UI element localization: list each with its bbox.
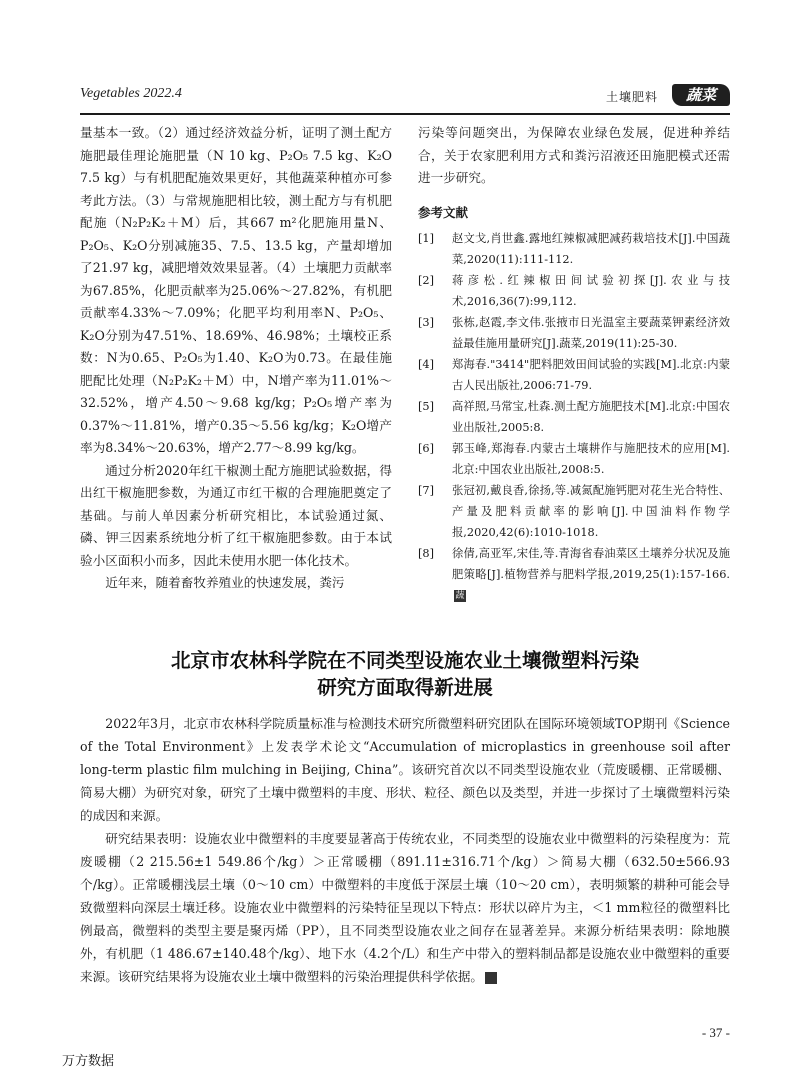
reference-item: [418, 354, 730, 396]
reference-number: [4]: [418, 358, 435, 371]
brand-logo: 蔬菜: [672, 84, 730, 106]
outlook-paragraph: 近年来，随着畜牧养殖业的快速发展，粪污: [105, 575, 345, 590]
reference-item: [418, 543, 730, 606]
outlook-continued: 污染等问题突出，为保障农业绿色发展，促进种养结合，关于农家肥利用方式和粪污沼液还田施肥模式还需进一步研究。: [418, 125, 730, 185]
reference-text: 赵文戈,肖世鑫.露地红辣椒减肥减药栽培技术[J].中国蔬菜,2020(11):111-112.: [452, 232, 730, 266]
left-column: [80, 122, 392, 595]
news-title: [80, 647, 730, 701]
references-heading: 参考文献: [418, 204, 469, 220]
journal-issue: Vegetables 2022.4: [80, 86, 182, 101]
reference-number: [2]: [418, 274, 435, 287]
news-title-line-1: 北京市农林科学院在不同类型设施农业土壤微塑料污染: [170, 649, 639, 672]
reference-text: 蒋彦松.红辣椒田间试验初探[J].农业与技术,2016,36(7):99,112.: [452, 274, 730, 308]
footer-watermark: 万方数据: [62, 1054, 115, 1069]
end-mark-icon: 蔬: [455, 591, 465, 601]
end-mark-icon: 蔬: [485, 972, 497, 984]
news-paragraph-2: [80, 827, 730, 988]
reference-number: [3]: [418, 316, 435, 329]
news-body: [80, 712, 730, 988]
news-paragraph-1: 2022年3月，北京市农林科学院质量标准与检测技术研究所微塑料研究团队在国际环境领域TOP期刊《Science of the Total Environment》上发表学术论文“Accumulation of microplastics in greenhouse soil after long-term plastic film mulching in Beijing, China”。该研究首次以不同类型设施农业（荒废暖棚、正常暖棚、简易大棚）为研究对象，研究了土壤中微塑料的丰度、形状、粒径、颜色以及类型，并进一步探讨了土壤微塑料污染的成因和来源。: [80, 716, 730, 823]
reference-item: [418, 438, 730, 480]
page-header: [80, 84, 730, 112]
reference-text: 张冠初,戴良香,徐扬,等.减氮配施钙肥对花生光合特性、产量及肥料贡献率的影响[J].中国油料作物学报,2020,42(6):1010-1018.: [452, 484, 730, 539]
news-title-line-2: 研究方面取得新进展: [317, 676, 493, 699]
reference-number: [1]: [418, 232, 435, 245]
right-column: [418, 122, 730, 606]
reference-item: [418, 270, 730, 312]
news-paragraph-2-text: 研究结果表明：设施农业中微塑料的丰度要显著高于传统农业，不同类型的设施农业中微塑料的污染程度为：荒废暖棚（2 215.56±1 549.86个/kg）＞正常暖棚（891.11±316.71个/kg）＞简易大棚（632.50±566.93个/kg）。正常暖棚浅层土壤（0～10 cm）中微塑料的丰度低于深层土壤（10～20 cm），表明频繁的耕种可能会导致微塑料向深层土壤迁移。设施农业中微塑料的污染特征呈现以下特点：形状以碎片为主，＜1 mm粒径的微塑料比例最高，微塑料的类型主要是聚丙烯（PP），且不同类型设施农业之间存在显著差异。来源分析结果表明：除地膜外，有机肥（1 486.67±140.48个/kg）、地下水（4.2个/L）和生产中带入的塑料制品都是设施农业中微塑料的重要来源。该研究结果将为设施农业土壤中微塑料的污染治理提供科学依据。: [80, 831, 730, 984]
reference-text: 高祥照,马常宝,杜森.测土配方施肥技术[M].北京:中国农业出版社,2005:8.: [452, 400, 730, 434]
reference-text: 郑海春."3414"肥料肥效田间试验的实践[M].北京:内蒙古人民出版社,2006:71-79.: [452, 358, 730, 392]
reference-item: [418, 396, 730, 438]
reference-text: 张栋,赵霞,李文伟.张掖市日光温室主要蔬菜钾素经济效益最佳施用量研究[J].蔬菜,2019(11):25-30.: [452, 316, 730, 350]
reference-text: 郭玉峰,郑海春.内蒙古土壤耕作与施肥技术的应用[M].北京:中国农业出版社,2008:5.: [452, 442, 730, 476]
page-number: - 37 -: [701, 1025, 730, 1040]
conclusion-paragraph: 量基本一致。（2）通过经济效益分析，证明了测土配方施肥最佳理论施肥量（N 10 kg、P₂O₅ 7.5 kg、K₂O 7.5 kg）与有机肥配施效果更好，其他蔬菜种植亦可参考此方法。（3）与常规施肥相比较，测土配方与有机肥配施（N₂P₂K₂＋M）后，其667 m²化肥施用量N、P₂O₅、K₂O分别减施35、7.5、13.5 kg，产量却增加了21.97 kg，减肥增效效果显著。（4）土壤肥力贡献率为67.85%，化肥贡献率为25.06%～27.82%，有机肥贡献率4.33%～7.09%；化肥平均利用率N、P₂O₅、K₂O分别为47.51%、18.69%、46.98%；土壤校正系数：N为0.65、P₂O₅为1.40、K₂O为0.73。在最佳施肥配比处理（N₂P₂K₂＋M）中，N增产率为11.01%～32.52%，增产4.50～9.68 kg/kg；P₂O₅增产率为0.37%～11.81%，增产0.35～5.56 kg/kg；K₂O增产率为8.34%～20.63%，增产2.77～8.99 kg/kg。: [80, 125, 392, 455]
reference-item: [418, 228, 730, 270]
reference-number: [8]: [418, 547, 435, 560]
header-rule: [80, 113, 730, 115]
section-name: 土壤肥料: [605, 90, 658, 104]
reference-number: [7]: [418, 484, 435, 497]
reference-number: [6]: [418, 442, 435, 455]
reference-item: [418, 480, 730, 543]
reference-number: [5]: [418, 400, 435, 413]
reference-list: [418, 228, 730, 606]
reference-item: [418, 312, 730, 354]
reference-text: 徐倩,高亚军,宋佳,等.青海省春油菜区土壤养分状况及施肥策略[J].植物营养与肥料学报,2019,25(1):157-166.: [452, 547, 730, 581]
discussion-paragraph: 通过分析2020年红干椒测土配方施肥试验数据，得出红干椒施肥参数，为通辽市红干椒的合理施肥奠定了基础。与前人单因素分析研究相比，本试验通过氮、磷、钾三因素系统地分析了红干椒施肥参数。由于本试验小区面积小而多，因此未使用水肥一体化技术。: [80, 462, 392, 568]
